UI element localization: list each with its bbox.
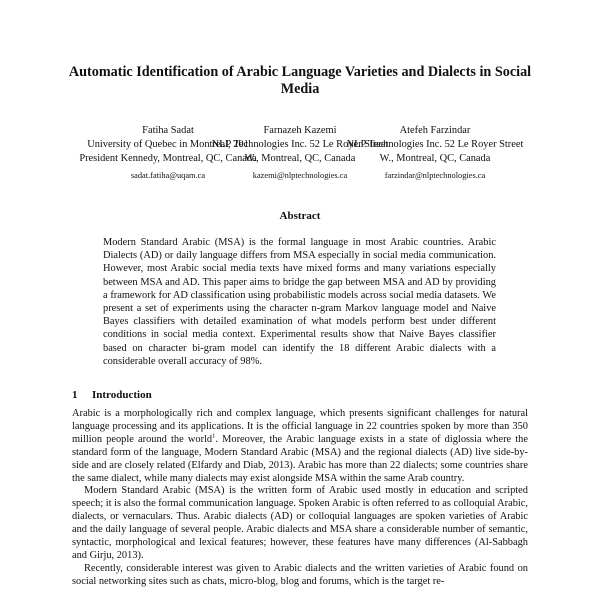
body-text [72,408,528,589]
section-heading [72,389,152,401]
author-name: Farnazeh Kazemi [263,125,337,136]
paper-title: Automatic Identification of Arabic Language Varieties and Dialects in Social Media [68,64,532,97]
paragraph: Modern Standard Arabic (MSA) is the written form of Arabic used mostly in education and scripted speech; it is also the formal communication language. Spoken Arabic is often referred to as colloquial Arabic, dialects, or vernaculars. Thus. Arabic dialects (AD) or colloquial languages are spoken varieties of Arabic and the daily language of several people. Arabic dialects and MSA share a considerable number of semantic, syntactic, morphological and lexical features; however, these features have many differences (Al-Sabbagh and Girju, 2013). [72,485,528,561]
paragraph-text: . Moreover, the Arabic language exists in a state of diglossia where the standard form of the language, Modern Standard Arabic (MSA) and the regional dialects (AD) live side-by-side and are closely related (Elfardy and Diab, 2013). Arabic has more than 22 dialects; some countries share the same dialect, while many dialects may exist alongside MSA within the same Arab country. [72,433,528,484]
section-title: Introduction [92,389,152,401]
author-email[interactable]: sadat.fatiha@uqam.ca [130,170,206,180]
section-number: 1 [72,389,78,401]
author-name: Atefeh Farzindar [399,125,471,136]
abstract-text: Modern Standard Arabic (MSA) is the formal language in most Arabic countries. Arabic Dialects (AD) or daily language differs from MSA especially in social media communication. However, most Arabic social media texts have mixed forms and many variations especially between MSA and AD. This paper aims to bridge the gap between MSA and AD by providing a framework for AD classification using probabilistic models across social media datasets. We present a set of experiments using the character n-gram Markov language model and Naive Bayes classifiers with detailed examination of what models perform best under different conditions in social media context. Experimental results show that Naive Bayes classifier based on character bi-gram model can identify the 18 different Arabic dialects with a considerable overall accuracy of 98%. [103,237,496,367]
abstract-heading: Abstract [279,210,321,222]
paragraph [72,408,528,485]
paragraph-text: Arabic is a morphologically rich and complex language, which presents significant challenges for natural language processing and its applications. It is the official language in 22 countries spoken by more than 350 million people around the world [72,408,528,445]
author-affiliation: University of Quebec in Montreal, 201 President Kennedy, Montreal, QC, Canada [79,139,257,165]
author-block [345,124,525,183]
author-name: Fatiha Sadat [142,125,194,136]
paragraph: Recently, considerable interest was given to Arabic dialects and the written varieties of Arabic found on social networking sites such as chats, micro-blog, blog and forums, which is the target re- [72,562,528,587]
author-email[interactable]: farzindar@nlptechnologies.ca [384,170,486,180]
author-affiliation: NLP Technologies Inc. 52 Le Royer Street W., Montreal, QC, Canada [211,139,389,165]
author-affiliation: NLP Technologies Inc. 52 Le Royer Street W., Montreal, QC, Canada [346,139,524,165]
footnote-mark[interactable]: 1 [212,432,216,440]
author-email[interactable]: kazemi@nlptechnologies.ca [252,170,348,180]
